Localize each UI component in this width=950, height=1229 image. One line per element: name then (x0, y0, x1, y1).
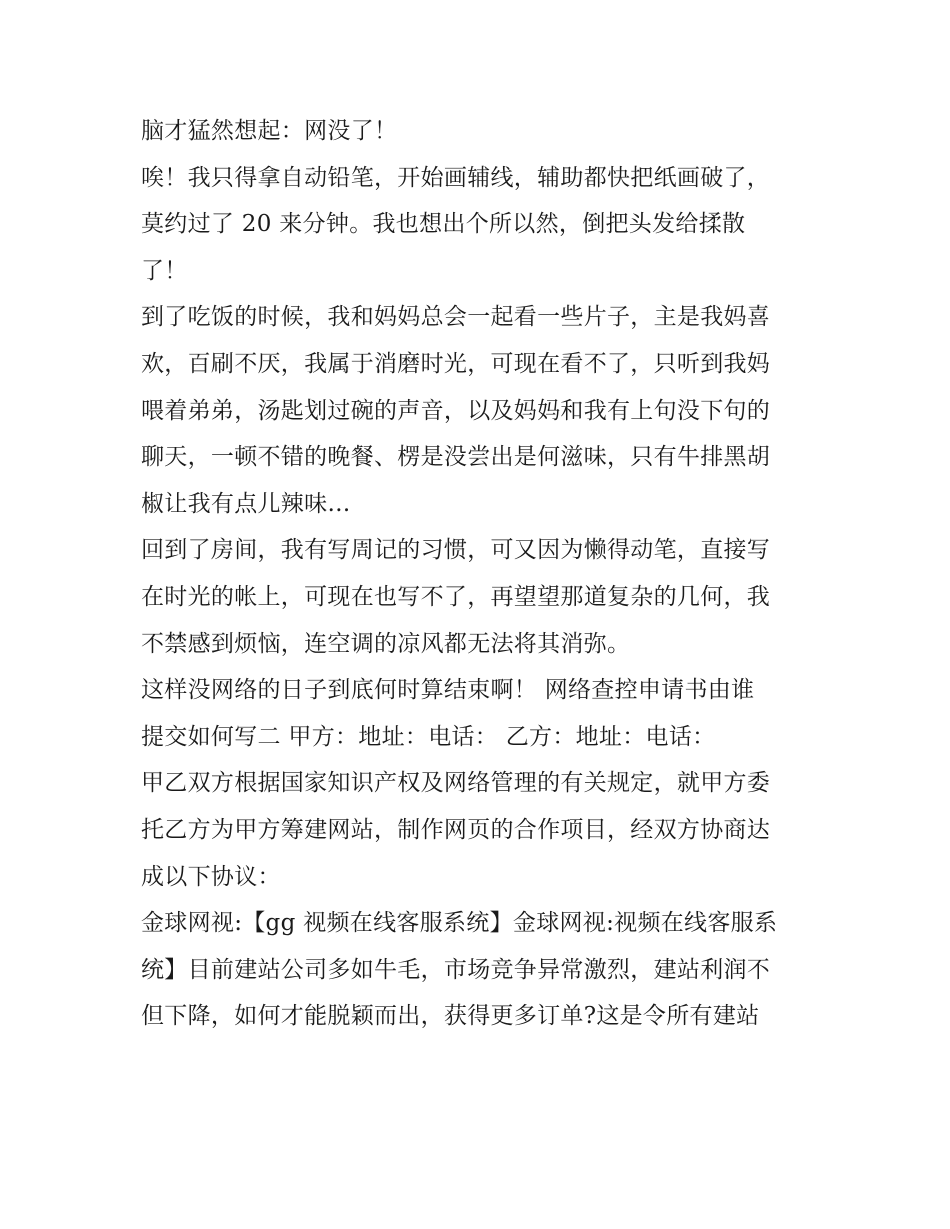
text-line: 聊天，一顿不错的晚餐、楞是没尝出是何滋味，只有牛排黑胡 (141, 444, 771, 471)
text-line: 不禁感到烦恼，连空调的凉风都无法将其消弥。 (141, 630, 631, 657)
text-line: 这样没网络的日子到底何时算结束啊！ 网络查控申请书由谁 (141, 677, 755, 704)
text-line: 了！ (141, 257, 188, 284)
text-line: 椒让我有点儿辣味… (141, 490, 351, 517)
text-line: 托乙方为甲方筹建网站，制作网页的合作项目，经双方协商达 (141, 816, 771, 843)
text-line: 莫约过了 20 来分钟。我也想出个所以然，倒把头发给揉散 (141, 211, 746, 238)
text-line: 统】目前建站公司多如牛毛，市场竞争异常激烈，建站利润不 (141, 956, 771, 983)
text-line: 甲乙双方根据国家知识产权及网络管理的有关规定，就甲方委 (141, 770, 771, 797)
body-text (141, 108, 821, 1040)
text-line: 金球网视:【gg 视频在线客服系统】金球网视:视频在线客服系 (141, 910, 778, 937)
text-line: 到了吃饭的时候，我和妈妈总会一起看一些片子，主是我妈喜 (141, 304, 771, 331)
text-line: 喂着弟弟，汤匙划过碗的声音，以及妈妈和我有上句没下句的 (141, 397, 771, 424)
text-line: 唉！我只得拿自动铅笔，开始画辅线，辅助都快把纸画破了， (141, 164, 771, 191)
text-line: 提交如何写二 甲方：地址：电话： 乙方：地址：电话： (141, 723, 716, 750)
text-line: 成以下协议： (141, 863, 281, 890)
text-line: 在时光的帐上，可现在也写不了，再望望那道复杂的几何，我 (141, 583, 771, 610)
text-line: 但下降，如何才能脱颖而出，获得更多订单?这是令所有建站 (141, 1003, 760, 1030)
text-line: 脑才猛然想起：网没了！ (141, 118, 398, 144)
text-line: 回到了房间，我有写周记的习惯，可又因为懒得动笔，直接写 (141, 537, 771, 564)
text-line: 欢，百刷不厌，我属于消磨时光，可现在看不了，只听到我妈 (141, 350, 771, 377)
